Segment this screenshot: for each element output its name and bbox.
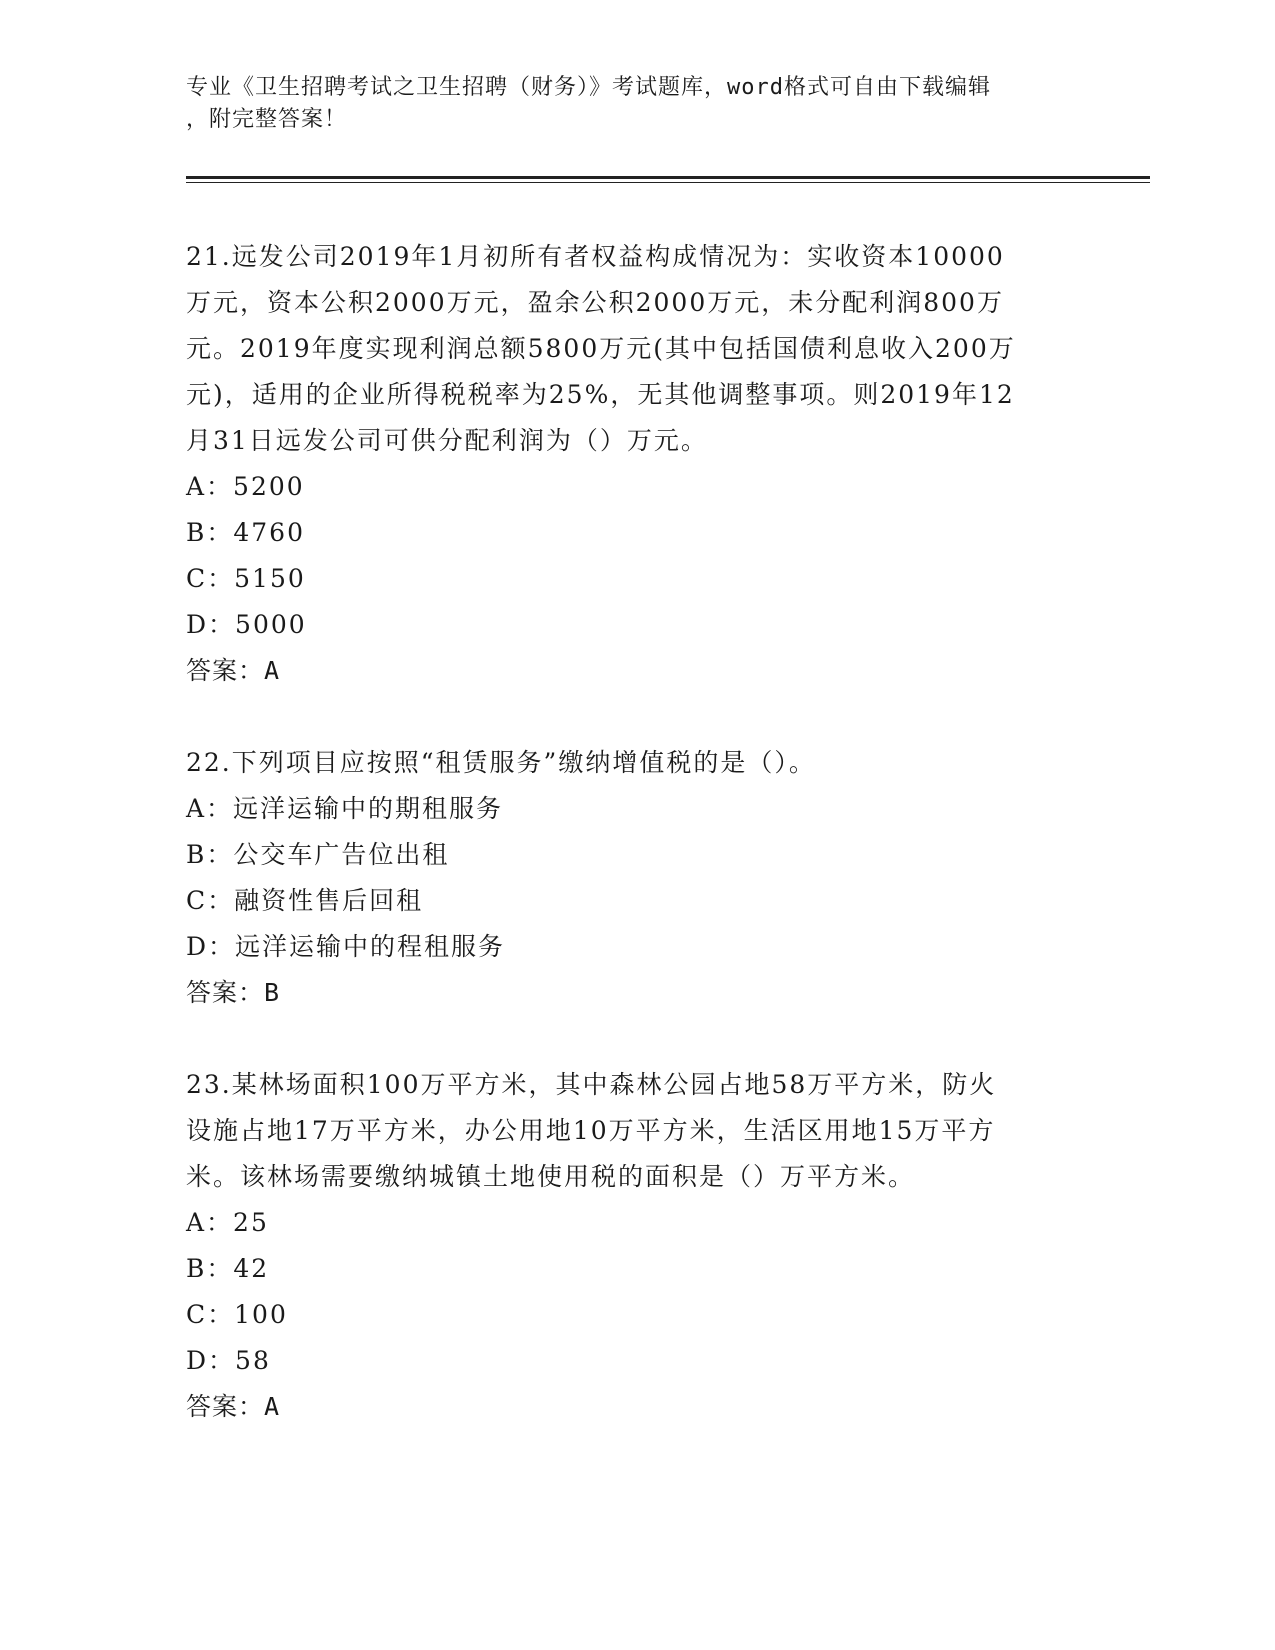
header-divider-thick bbox=[186, 176, 1150, 179]
stem-line: 万元，资本公积2000万元，盈余公积2000万元，未分配利润800万 bbox=[186, 288, 1004, 317]
option-d: D：5000 bbox=[186, 610, 307, 639]
question-23 bbox=[186, 1062, 1086, 1430]
question-stem bbox=[186, 234, 1086, 464]
question-21 bbox=[186, 234, 1086, 694]
option-b: B：公交车广告位出租 bbox=[186, 840, 450, 869]
header-note bbox=[186, 72, 1066, 136]
option-d: D：远洋运输中的程租服务 bbox=[186, 932, 506, 961]
stem-line: 22.下列项目应按照“租赁服务”缴纳增值税的是（）。 bbox=[186, 748, 816, 777]
stem-line: 元。2019年度实现利润总额5800万元(其中包括国债利息收入200万 bbox=[186, 334, 1016, 363]
stem-line: 元)，适用的企业所得税税率为25%，无其他调整事项。则2019年12 bbox=[186, 380, 1015, 409]
header-divider-thin bbox=[186, 182, 1150, 183]
option-c: C：融资性售后回租 bbox=[186, 886, 424, 915]
header-line-1: 专业《卫生招聘考试之卫生招聘（财务）》考试题库，word格式可自由下载编辑 bbox=[186, 75, 991, 100]
question-22 bbox=[186, 740, 1086, 1016]
stem-line: 设施占地17万平方米，办公用地10万平方米，生活区用地15万平方 bbox=[186, 1116, 996, 1145]
header-line-2: ，附完整答案！ bbox=[186, 107, 348, 132]
stem-line: 21.远发公司2019年1月初所有者权益构成情况为：实收资本10000 bbox=[186, 242, 1005, 271]
stem-line: 月31日远发公司可供分配利润为（）万元。 bbox=[186, 426, 708, 455]
stem-line: 米。该林场需要缴纳城镇土地使用税的面积是（）万平方米。 bbox=[186, 1162, 916, 1191]
answer: 答案：A bbox=[186, 1392, 281, 1421]
question-stem bbox=[186, 740, 1086, 786]
spacer bbox=[186, 1016, 1086, 1062]
option-a: A：5200 bbox=[186, 472, 305, 501]
answer: 答案：B bbox=[186, 978, 281, 1007]
option-c: C：5150 bbox=[186, 564, 306, 593]
question-stem bbox=[186, 1062, 1086, 1200]
stem-line: 23.某林场面积100万平方米，其中森林公园占地58万平方米，防火 bbox=[186, 1070, 997, 1099]
spacer bbox=[186, 694, 1086, 740]
answer: 答案：A bbox=[186, 656, 281, 685]
option-d: D：58 bbox=[186, 1346, 271, 1375]
option-b: B：42 bbox=[186, 1254, 270, 1283]
question-list bbox=[186, 234, 1086, 1430]
option-a: A：25 bbox=[186, 1208, 269, 1237]
option-a: A：远洋运输中的期租服务 bbox=[186, 794, 504, 823]
option-c: C：100 bbox=[186, 1300, 288, 1329]
option-b: B：4760 bbox=[186, 518, 305, 547]
